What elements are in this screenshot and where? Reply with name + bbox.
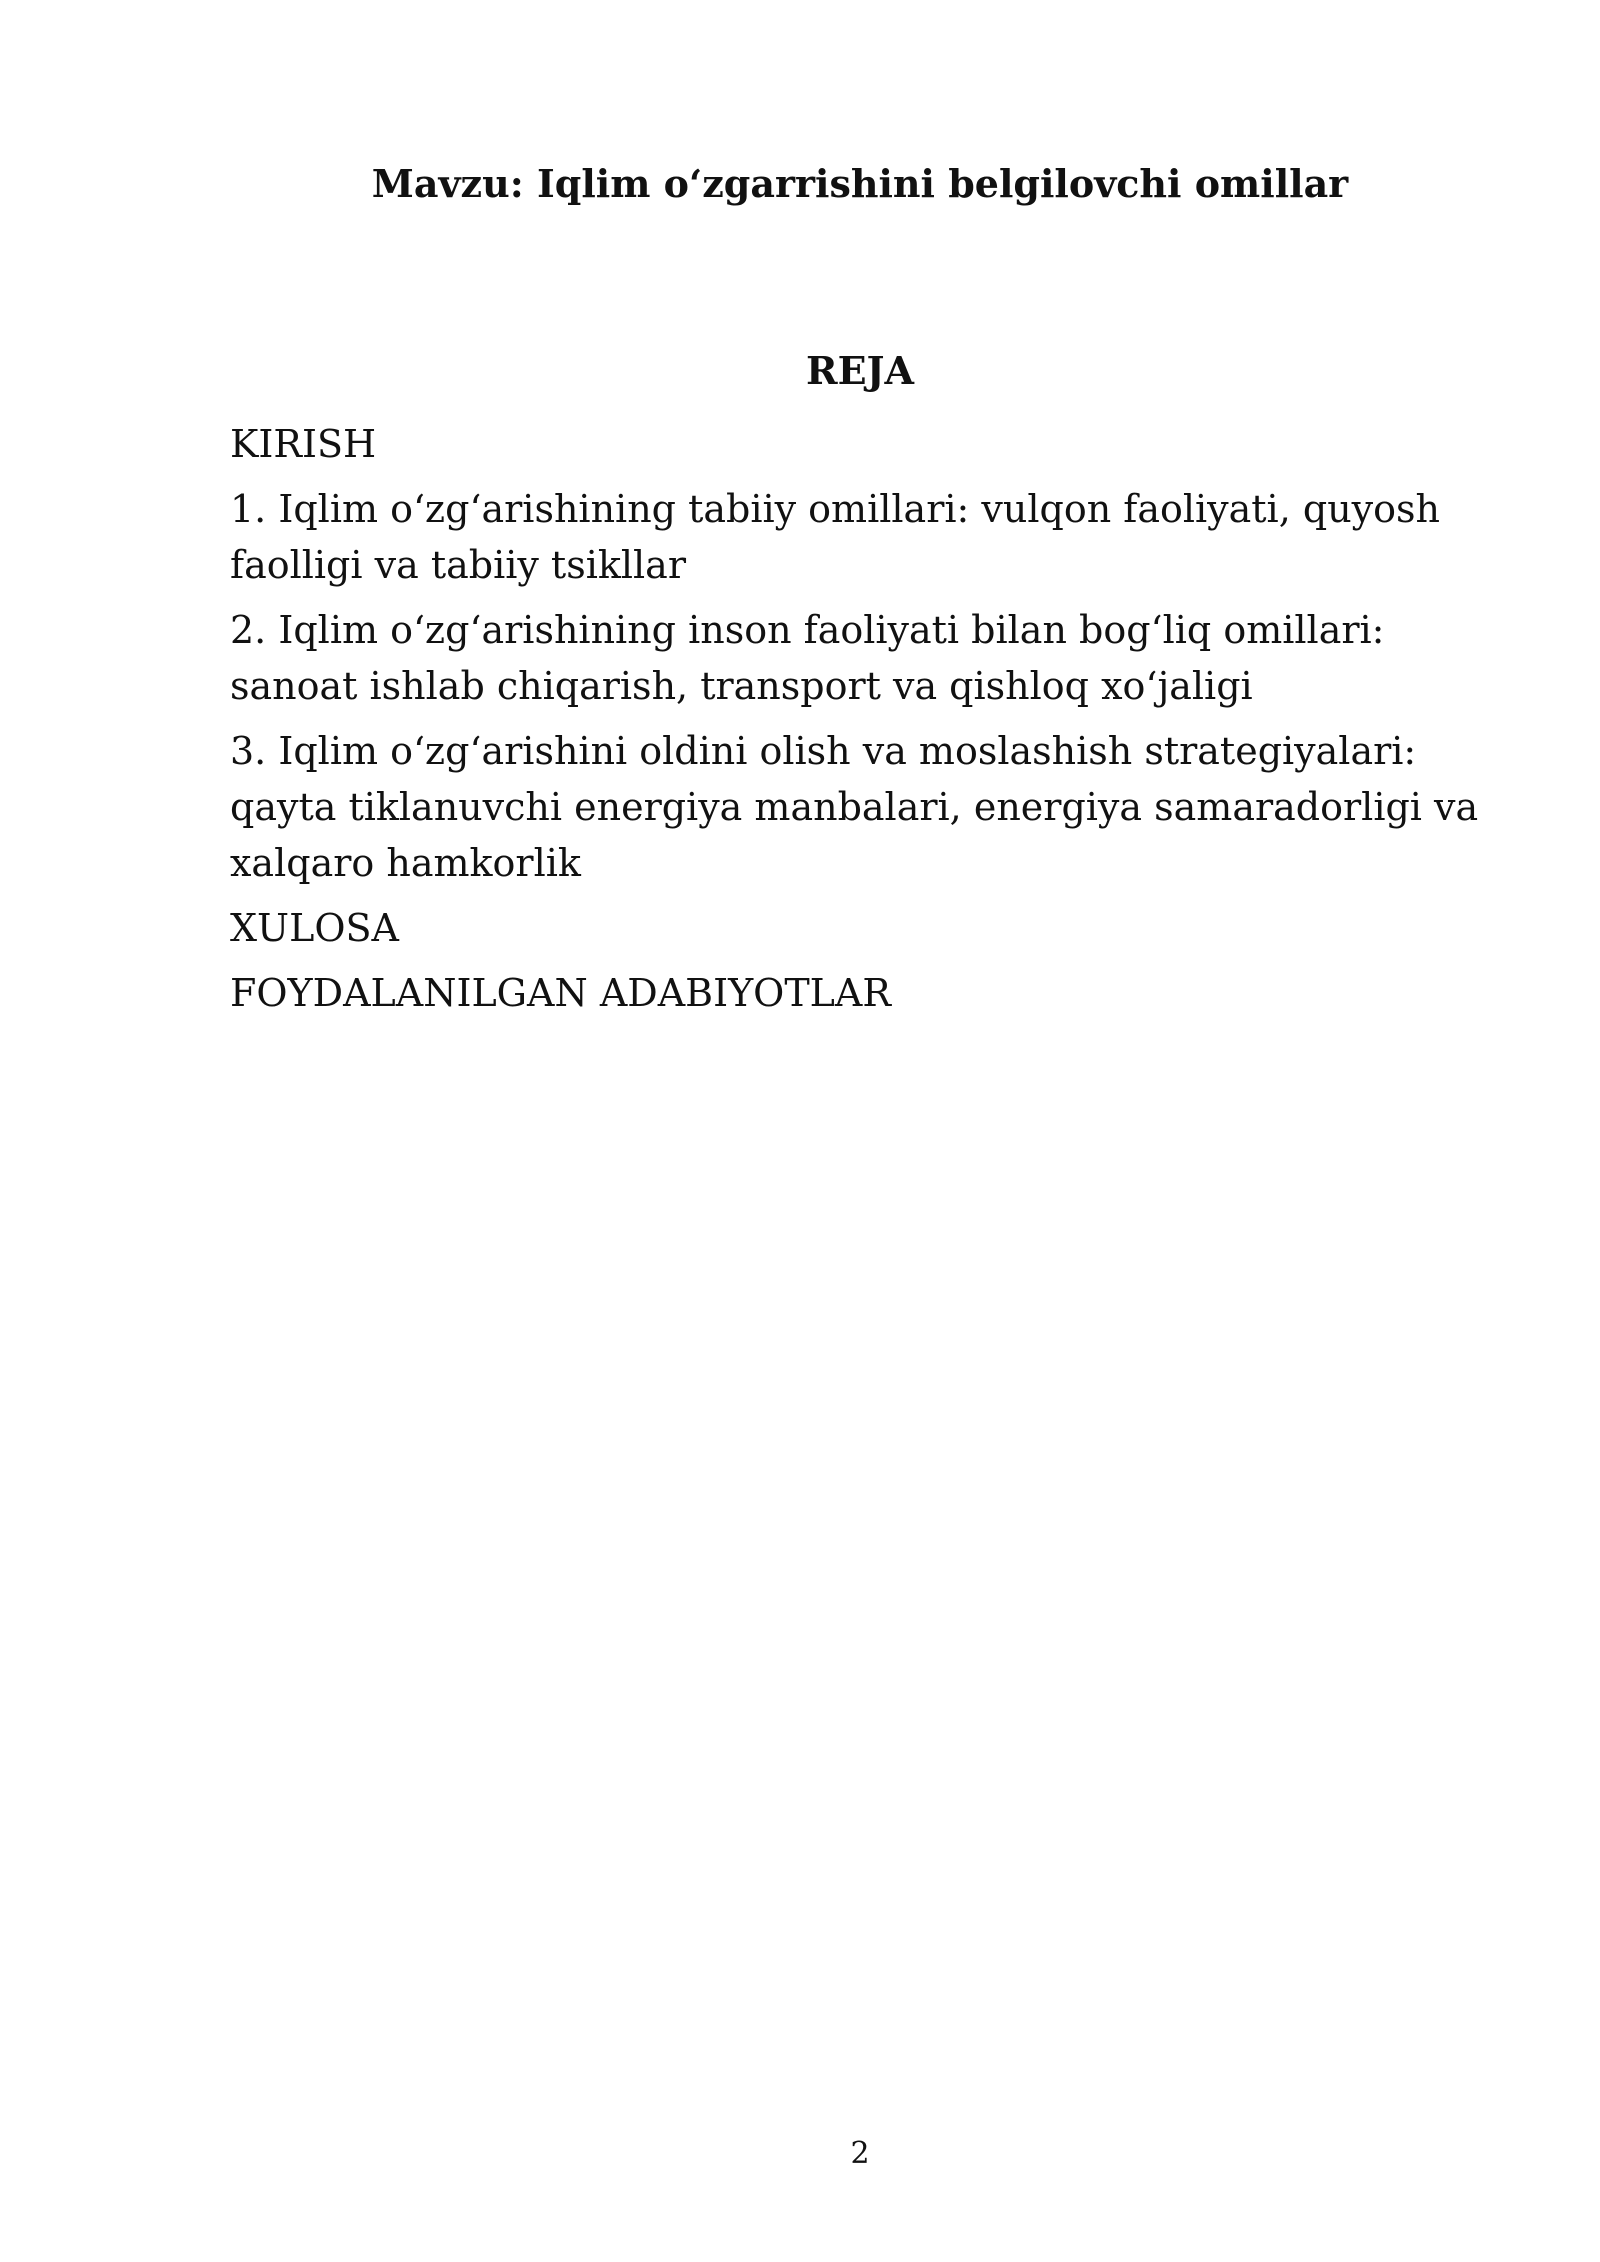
document-title: Mavzu: Iqlim o‘zgarrishini belgilovchi omillar — [371, 161, 1349, 206]
plan-item-1: 1. Iqlim o‘zg‘arishining tabiiy omillari: vulqon faoliyati, quyosh faolligi va tabiiy tsikllar — [230, 487, 1440, 587]
plan-list — [230, 416, 1490, 1030]
plan-item-3: 3. Iqlim o‘zg‘arishini oldini olish va moslashish strategiyalari: qayta tiklanuvchi energiya manbalari, energiya samaradorligi va xalqaro hamkorlik — [230, 729, 1479, 885]
plan-item-references: FOYDALANILGAN ADABIYOTLAR — [230, 971, 891, 1015]
page-number: 2 — [850, 2136, 870, 2171]
plan-item-introduction: KIRISH — [230, 422, 377, 466]
plan-item-2: 2. Iqlim o‘zg‘arishining inson faoliyati bilan bog‘liq omillari: sanoat ishlab chiqarish, transport va qishloq xo‘jaligi — [230, 608, 1385, 708]
plan-item-conclusion: XULOSA — [230, 906, 399, 950]
plan-heading: REJA — [805, 348, 914, 393]
